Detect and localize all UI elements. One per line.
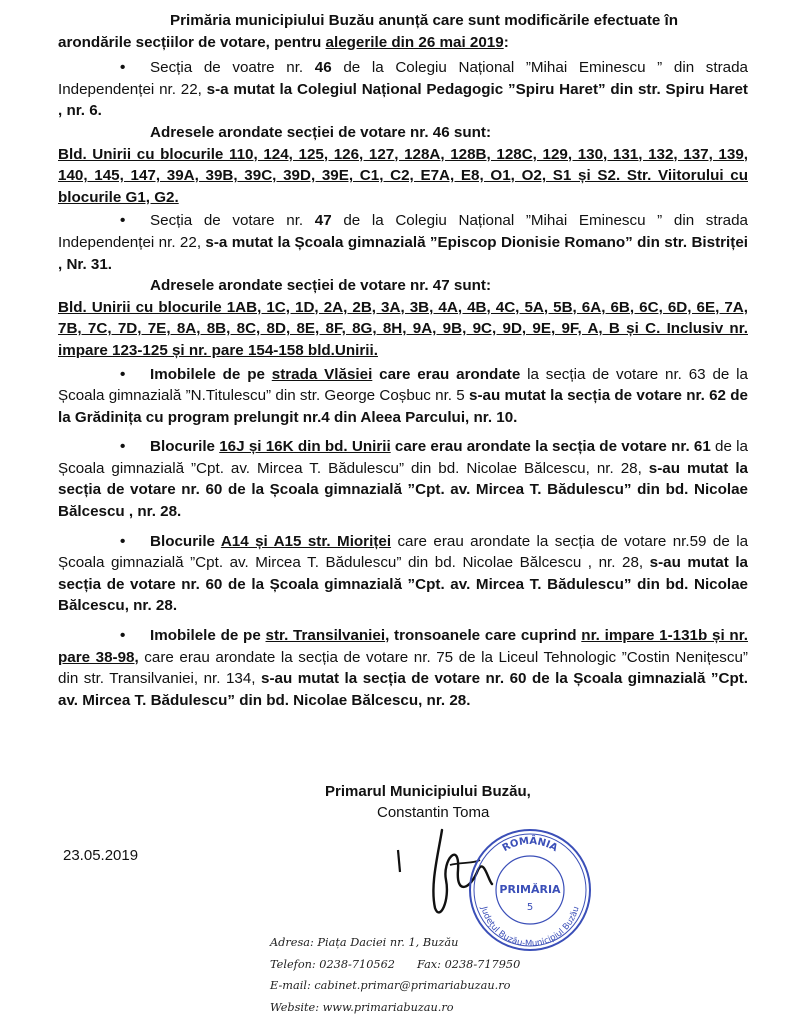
blocks-16j-lead: Blocurile bbox=[150, 438, 220, 456]
stamp-ring-text: Județul Buzău-Municipiul Buzău bbox=[478, 905, 582, 950]
section-47-new-location: s-a mutat la Școala gimnazială ”Episcop Dionisie Romano” din str. Bistriței , Nr. 31. bbox=[58, 233, 748, 273]
document-date: 23.05.2019 bbox=[63, 847, 139, 864]
intro-text: Primăria municipiului Buzău anunță care sunt modificările efectuate în arondările secțiilor de votare, pentru bbox=[58, 12, 679, 51]
transilvaniei-new-location: s-au mutat la secția de votare nr. 60 de la Școala gimnazială ”Cpt. av. Mircea T. Bădulescu” din bd. Nicolae Bălcescu, nr. 28. bbox=[58, 670, 748, 709]
section-47-addresses: Bld. Unirii cu blocurile 1AB, 1C, 1D, 2A, 2B, 3A, 3B, 4A, 4B, 4C, 5A, 5B, 6A, 6B, 6C, 6D, 6E, 7A, 7B, 7C, 7D, 7E, 8A, 8B, 8C, 8D, 8E, 8F, 8G, 8H, 9A, 9B, 9C, 9D, 9E, 9F, A, B și C. Inclusiv nr. impare 123-125 și nr. pare 154-158 bld.Unirii. bbox=[58, 298, 748, 359]
section-47-origin: de la Colegiu Național ”Mihai Eminescu ” din strada Independenței nr. 22, bbox=[58, 212, 748, 251]
blocks-16j-new-location: s-au mutat la secția de votare nr. 60 de la Școala gimnazială ”Cpt. av. Mircea T. Bădulescu” din bd. Nicolae Bălcescu , nr. 28. bbox=[58, 459, 748, 521]
section-47-number: 47 bbox=[314, 212, 332, 230]
bullet: • bbox=[120, 365, 126, 383]
blocks-a14-lead: Blocurile bbox=[150, 532, 221, 550]
section-46-new-location: s-a mutat la Colegiul Național Pedagogic ”Spiru Haret” din str. Spiru Haret , nr. 6. bbox=[58, 80, 748, 120]
blocks-a14-origin: care erau arondate la secția de votare nr.59 de la Școala gimnazială ”Cpt. av. Mircea T. Bădulescu” din bd. Nicolae Bălcescu , nr. 28, bbox=[58, 532, 749, 572]
vlasiei-origin: la secția de votare nr. 63 de la Școala gimnazială ”N.Titulescu” din str. George Coșbuc nr. 5 bbox=[58, 365, 748, 405]
section-46-text: Secția de voatre nr. bbox=[150, 59, 315, 77]
blocks-16j-list: 16J și 16K din bd. Unirii bbox=[219, 438, 391, 456]
transilvaniei-lead-2: , tronsoanele care cuprind bbox=[385, 627, 582, 645]
contact-footer bbox=[270, 932, 520, 1018]
footer-email[interactable]: E-mail: cabinet.primar@primariabuzau.ro bbox=[270, 979, 511, 992]
bullet: • bbox=[120, 438, 126, 456]
footer-fax: Fax: 0238-717950 bbox=[417, 957, 521, 971]
blocks-16j-origin: de la Școala gimnazială ”Cpt. av. Mircea T. Bădulescu” din bd. Nicolae Bălcescu, nr. 28, bbox=[58, 438, 749, 477]
announcement-body bbox=[58, 10, 748, 711]
section-47-item bbox=[58, 210, 748, 275]
svg-text:ROMÂNIA bbox=[501, 834, 560, 854]
bullet: • bbox=[120, 627, 126, 645]
bullet: • bbox=[120, 59, 126, 77]
blocks-a14-a15-item bbox=[58, 531, 748, 617]
footer-website[interactable]: Website: www.primariabuzau.ro bbox=[270, 1000, 454, 1014]
vlasiei-lead-2: care erau arondate bbox=[372, 365, 521, 383]
stamp-center-text: PRIMĂRIA bbox=[499, 883, 561, 896]
bullet: • bbox=[120, 212, 126, 230]
transilvaniei-lead: Imobilele de pe bbox=[150, 627, 266, 645]
signatory-title: Primarul Municipiului Buzău, bbox=[325, 783, 531, 800]
stamp-number: 5 bbox=[526, 902, 534, 913]
section-46-addresses-heading: Adresele arondate secției de votare nr. 46 sunt: bbox=[150, 123, 492, 141]
vlasiei-new-location: s-au mutat la secția de votare nr. 62 de la Grădinița cu program prelungit nr.4 din Aleea Parcului, nr. 10. bbox=[58, 387, 748, 426]
footer-phone: Telefon: 0238-710562 bbox=[270, 957, 395, 971]
intro-paragraph bbox=[58, 10, 748, 53]
footer-phone-row bbox=[270, 954, 520, 976]
section-46-item bbox=[58, 57, 748, 122]
section-46-number: 46 bbox=[314, 59, 332, 77]
blocks-a14-list: A14 și A15 str. Mioriței bbox=[220, 532, 392, 550]
transilvaniei-street: str. Transilvaniei bbox=[265, 627, 386, 645]
vlasiei-lead: Imobilele de pe bbox=[150, 365, 272, 383]
section-47-addresses-heading: Adresele arondate secției de votare nr. 47 sunt: bbox=[150, 277, 492, 295]
section-47-text: Secția de votare nr. bbox=[150, 212, 315, 230]
stamp-top-text: ROMÂNIA bbox=[500, 835, 560, 855]
transilvaniei-origin: care erau arondate la secția de votare nr. 75 de la Liceul Tehnologic ”Costin Nenițescu” din str. Transilvaniei, nr. 134, bbox=[58, 648, 748, 688]
signatory-name: Constantin Toma bbox=[377, 804, 490, 821]
transilvaniei-item bbox=[58, 625, 748, 711]
section-46-origin: de la Colegiu Național ”Mihai Eminescu ” din strada Independenței nr. 22, bbox=[58, 59, 748, 98]
blocks-16j-16k-item bbox=[58, 436, 748, 522]
transilvaniei-numbers: nr. impare 1-131b și nr. pare 38-98 bbox=[58, 627, 749, 666]
election-date: alegerile din 26 mai 2019 bbox=[325, 33, 504, 51]
transilvaniei-comma: , bbox=[134, 648, 139, 666]
section-46-addresses: Bld. Unirii cu blocurile 110, 124, 125, 126, 127, 128A, 128B, 128C, 129, 130, 131, 132, 137, 139, 140, 145, 147, 39A, 39B, 39C, 39D, 39E, C1, C2, E7A, E8, O1, O2, S1 și S2. Str. Viitorului cu blocurile G1, G2. bbox=[58, 145, 748, 206]
bullet: • bbox=[120, 532, 126, 550]
blocks-16j-lead-2: care erau arondate la secția de votare nr. 61 bbox=[390, 438, 711, 456]
blocks-a14-new-location: s-au mutat la secția de votare nr. 60 de la Școala gimnazială ”Cpt. av. Mircea T. Bădulescu” din bd. Nicolae Bălcescu, nr. 28. bbox=[58, 554, 748, 615]
footer-address: Adresa: Piața Daciei nr. 1, Buzău bbox=[270, 936, 459, 949]
intro-colon: : bbox=[503, 33, 509, 51]
vlasiei-street: strada Vlăsiei bbox=[271, 365, 373, 383]
vlasiei-item bbox=[58, 364, 748, 429]
